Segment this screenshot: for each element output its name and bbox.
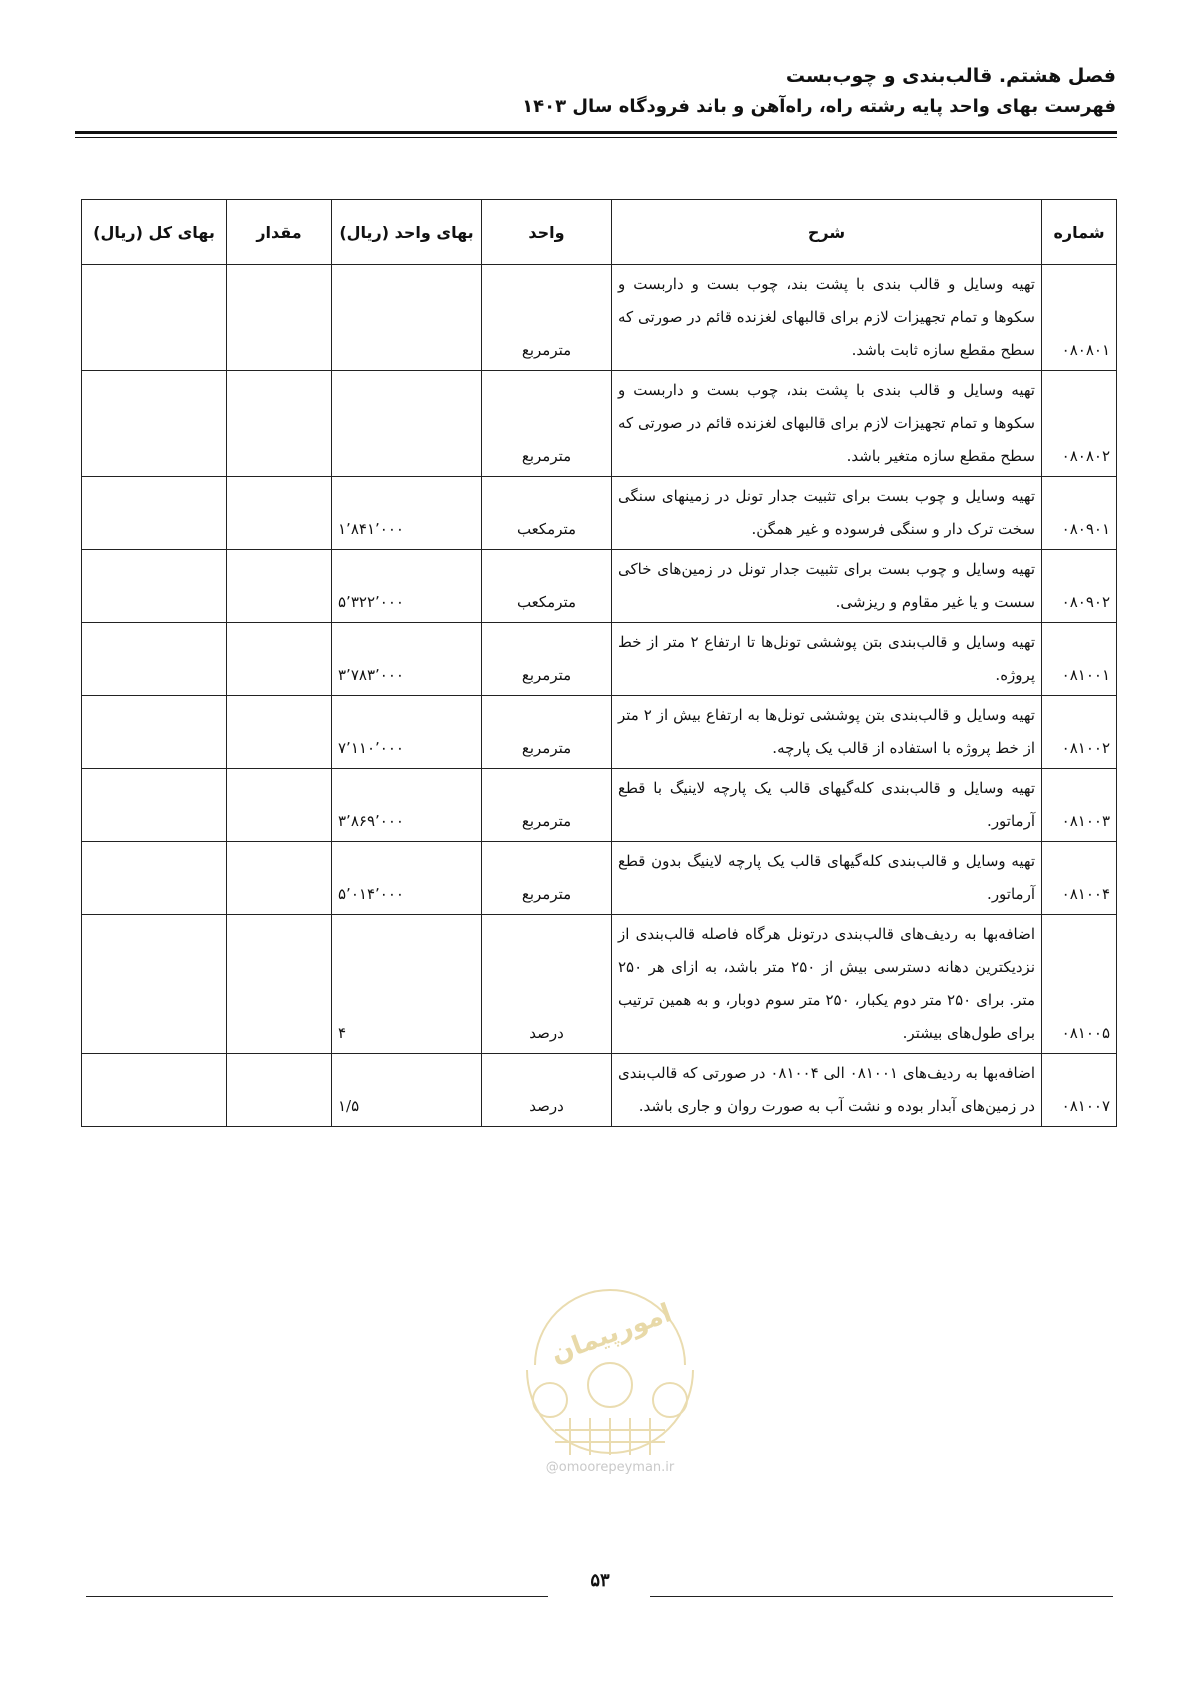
row-description: اضافه‌بها به ردیف‌های قالب‌بندی درتونل هرگاه فاصله قالب‌بندی از نزدیکترین دهانه دسترسی بیش از ۲۵۰ متر باشد، به ازای هر ۲۵۰ متر. برای ۲۵۰ متر دوم یکبار، ۲۵۰ متر سوم دوبار، و به همین ترتیب برای طول‌های بیشتر. bbox=[612, 915, 1042, 1054]
watermark-url: @omoorepeyman.ir bbox=[545, 1460, 675, 1475]
header-rule-thick bbox=[75, 131, 1117, 134]
table-header-row bbox=[82, 200, 1117, 265]
row-total-price bbox=[82, 696, 227, 769]
row-unit: مترمربع bbox=[482, 623, 612, 696]
row-quantity bbox=[227, 371, 332, 477]
watermark-logo bbox=[505, 1270, 715, 1470]
table-row bbox=[82, 1054, 1117, 1127]
row-code: ۰۸۱۰۰۱ bbox=[1042, 623, 1117, 696]
row-description: تهیه وسایل و قالب‌بندی کله‌گیهای قالب یک پارچه لاینیگ بدون قطع آرماتور. bbox=[612, 842, 1042, 915]
row-code: ۰۸۱۰۰۷ bbox=[1042, 1054, 1117, 1127]
table-row bbox=[82, 915, 1117, 1054]
row-unit: مترمکعب bbox=[482, 477, 612, 550]
table-row bbox=[82, 265, 1117, 371]
header-code: شماره bbox=[1042, 200, 1117, 265]
footer-rule-left bbox=[86, 1596, 548, 1597]
row-unit: مترمربع bbox=[482, 842, 612, 915]
row-code: ۰۸۰۹۰۱ bbox=[1042, 477, 1117, 550]
row-unit-price: ۵٬۰۱۴٬۰۰۰ bbox=[332, 842, 482, 915]
row-unit: درصد bbox=[482, 915, 612, 1054]
document-title: فهرست بهای واحد پایه رشته راه، راه‌آهن و باند فرودگاه سال ۱۴۰۳ bbox=[522, 96, 1116, 117]
footer-rule-right bbox=[650, 1596, 1113, 1597]
row-quantity bbox=[227, 769, 332, 842]
table-row bbox=[82, 477, 1117, 550]
header-description: شرح bbox=[612, 200, 1042, 265]
row-description: تهیه وسایل و قالب‌بندی بتن پوششی تونل‌ها تا ارتفاع ۲ متر از خط پروژه. bbox=[612, 623, 1042, 696]
row-description: اضافه‌بها به ردیف‌های ۰۸۱۰۰۱ الی ۰۸۱۰۰۴ در صورتی که قالب‌بندی در زمین‌های آبدار بوده و نشت آب به صورت روان و جاری باشد. bbox=[612, 1054, 1042, 1127]
header-total-price: بهای کل (ریال) bbox=[82, 200, 227, 265]
row-unit: مترمربع bbox=[482, 696, 612, 769]
row-unit: مترمربع bbox=[482, 769, 612, 842]
row-unit-price: ۴ bbox=[332, 915, 482, 1054]
page-header bbox=[522, 60, 1116, 122]
row-quantity bbox=[227, 842, 332, 915]
header-unit: واحد bbox=[482, 200, 612, 265]
row-unit: مترمربع bbox=[482, 371, 612, 477]
price-table bbox=[81, 199, 1117, 1127]
row-code: ۰۸۱۰۰۳ bbox=[1042, 769, 1117, 842]
row-quantity bbox=[227, 265, 332, 371]
row-quantity bbox=[227, 1054, 332, 1127]
row-quantity bbox=[227, 696, 332, 769]
chapter-title: فصل هشتم. قالب‌بندی و چوب‌بست bbox=[785, 65, 1116, 87]
row-quantity bbox=[227, 550, 332, 623]
row-description: تهیه وسایل و قالب‌بندی کله‌گیهای قالب یک پارچه لاینیگ با قطع آرماتور. bbox=[612, 769, 1042, 842]
row-unit-price: ۳٬۷۸۳٬۰۰۰ bbox=[332, 623, 482, 696]
row-unit-price: ۷٬۱۱۰٬۰۰۰ bbox=[332, 696, 482, 769]
row-total-price bbox=[82, 915, 227, 1054]
row-unit-price bbox=[332, 371, 482, 477]
row-description: تهیه وسایل و چوب بست برای تثبیت جدار تونل در زمینهای سنگی سخت ترک دار و سنگی فرسوده و غیر همگن. bbox=[612, 477, 1042, 550]
row-total-price bbox=[82, 265, 227, 371]
page-number: ۵۳ bbox=[590, 1570, 610, 1591]
row-code: ۰۸۰۹۰۲ bbox=[1042, 550, 1117, 623]
row-code: ۰۸۰۸۰۲ bbox=[1042, 371, 1117, 477]
watermark-logo-text: امورپیمان bbox=[547, 1298, 676, 1370]
row-code: ۰۸۱۰۰۲ bbox=[1042, 696, 1117, 769]
table-row bbox=[82, 842, 1117, 915]
row-total-price bbox=[82, 842, 227, 915]
row-unit: مترمربع bbox=[482, 265, 612, 371]
row-unit-price: ۱٬۸۴۱٬۰۰۰ bbox=[332, 477, 482, 550]
header-unit-price: بهای واحد (ریال) bbox=[332, 200, 482, 265]
table-row bbox=[82, 550, 1117, 623]
row-unit-price: ۳٬۸۶۹٬۰۰۰ bbox=[332, 769, 482, 842]
row-unit-price: ۱/۵ bbox=[332, 1054, 482, 1127]
header-rule-thin bbox=[75, 137, 1117, 138]
table-row bbox=[82, 623, 1117, 696]
row-unit: درصد bbox=[482, 1054, 612, 1127]
row-total-price bbox=[82, 623, 227, 696]
row-description: تهیه وسایل و قالب بندی با پشت بند، چوب بست و داربست و سکوها و تمام تجهیزات لازم برای قالبهای لغزنده قائم در صورتی که سطح مقطع سازه ثابت باشد. bbox=[612, 265, 1042, 371]
row-description: تهیه وسایل و قالب بندی با پشت بند، چوب بست و داربست و سکوها و تمام تجهیزات لازم برای قالبهای لغزنده قائم در صورتی که سطح مقطع سازه متغیر باشد. bbox=[612, 371, 1042, 477]
row-total-price bbox=[82, 477, 227, 550]
row-code: ۰۸۰۸۰۱ bbox=[1042, 265, 1117, 371]
table-row bbox=[82, 696, 1117, 769]
row-total-price bbox=[82, 1054, 227, 1127]
row-total-price bbox=[82, 769, 227, 842]
row-description: تهیه وسایل و چوب بست برای تثبیت جدار تونل در زمین‌های خاکی سست و یا غیر مقاوم و ریزشی. bbox=[612, 550, 1042, 623]
row-quantity bbox=[227, 915, 332, 1054]
table-row bbox=[82, 371, 1117, 477]
row-quantity bbox=[227, 623, 332, 696]
row-unit-price bbox=[332, 265, 482, 371]
row-unit: مترمکعب bbox=[482, 550, 612, 623]
row-code: ۰۸۱۰۰۴ bbox=[1042, 842, 1117, 915]
row-total-price bbox=[82, 371, 227, 477]
row-code: ۰۸۱۰۰۵ bbox=[1042, 915, 1117, 1054]
row-description: تهیه وسایل و قالب‌بندی بتن پوششی تونل‌ها به ارتفاع بیش از ۲ متر از خط پروژه با استفاده از قالب یک پارچه. bbox=[612, 696, 1042, 769]
row-quantity bbox=[227, 477, 332, 550]
header-quantity: مقدار bbox=[227, 200, 332, 265]
table-row bbox=[82, 769, 1117, 842]
row-unit-price: ۵٬۳۲۲٬۰۰۰ bbox=[332, 550, 482, 623]
row-total-price bbox=[82, 550, 227, 623]
